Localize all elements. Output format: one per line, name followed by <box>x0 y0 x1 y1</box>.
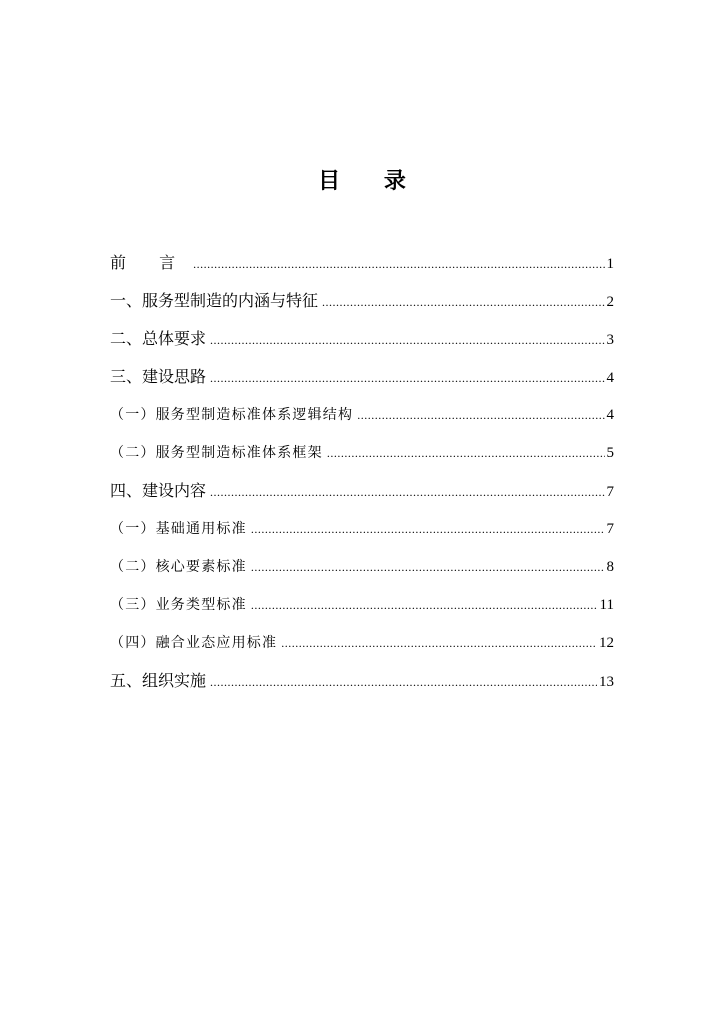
toc-entry-page: 4 <box>606 407 614 423</box>
toc-leader-dots <box>327 434 605 472</box>
toc-entry-label: （一）基础通用标准 <box>110 521 247 537</box>
toc-entry-page: 5 <box>606 445 614 461</box>
toc-entry-label: （四）融合业态应用标准 <box>110 635 278 651</box>
toc-entry-label: 五、组织实施 <box>110 671 207 690</box>
toc-entry-subsection-4-3[interactable] <box>110 586 614 624</box>
toc-entry-foreword[interactable] <box>110 244 614 282</box>
toc-leader-dots <box>322 283 604 321</box>
toc-entry-page: 8 <box>606 559 614 575</box>
toc-entry-label: （一）服务型制造标准体系逻辑结构 <box>110 407 354 423</box>
toc-entry-page: 12 <box>599 635 614 651</box>
toc-entry-label: 一、服务型制造的内涵与特征 <box>110 291 319 310</box>
toc-entry-subsection-3-1[interactable] <box>110 396 614 434</box>
toc-leader-dots <box>210 359 604 397</box>
toc-entry-label: （二）服务型制造标准体系框架 <box>110 445 323 461</box>
toc-leader-dots <box>357 396 604 434</box>
toc-entry-page: 11 <box>599 597 614 613</box>
toc-list <box>110 244 614 700</box>
toc-entry-section-3[interactable] <box>110 358 614 396</box>
toc-entry-label: 前 言 <box>110 253 190 272</box>
toc-entry-page: 13 <box>599 674 614 690</box>
toc-leader-dots <box>281 624 597 662</box>
toc-entry-label: 二、总体要求 <box>110 329 207 348</box>
toc-leader-dots <box>193 245 604 283</box>
toc-entry-subsection-4-1[interactable] <box>110 510 614 548</box>
toc-leader-dots <box>210 321 604 359</box>
toc-leader-dots <box>210 473 604 511</box>
toc-entry-subsection-4-4[interactable] <box>110 624 614 662</box>
toc-entry-page: 1 <box>606 256 614 272</box>
toc-entry-page: 3 <box>606 332 614 348</box>
toc-entry-label: 四、建设内容 <box>110 481 207 500</box>
toc-entry-label: （三）业务类型标准 <box>110 597 247 613</box>
toc-leader-dots <box>251 586 598 624</box>
toc-entry-label: 三、建设思路 <box>110 367 207 386</box>
toc-entry-subsection-4-2[interactable] <box>110 548 614 586</box>
toc-entry-section-5[interactable] <box>110 662 614 700</box>
toc-entry-page: 4 <box>606 370 614 386</box>
toc-entry-section-4[interactable] <box>110 472 614 510</box>
toc-entry-section-1[interactable] <box>110 282 614 320</box>
toc-leader-dots <box>251 510 605 548</box>
toc-entry-section-2[interactable] <box>110 320 614 358</box>
toc-title: 目 录 <box>318 168 424 194</box>
toc-leader-dots <box>210 663 597 701</box>
toc-entry-label: （二）核心要素标准 <box>110 559 247 575</box>
toc-entry-page: 2 <box>606 294 614 310</box>
toc-leader-dots <box>251 548 605 586</box>
toc-entry-page: 7 <box>606 521 614 537</box>
toc-entry-page: 7 <box>606 484 614 500</box>
toc-entry-subsection-3-2[interactable] <box>110 434 614 472</box>
